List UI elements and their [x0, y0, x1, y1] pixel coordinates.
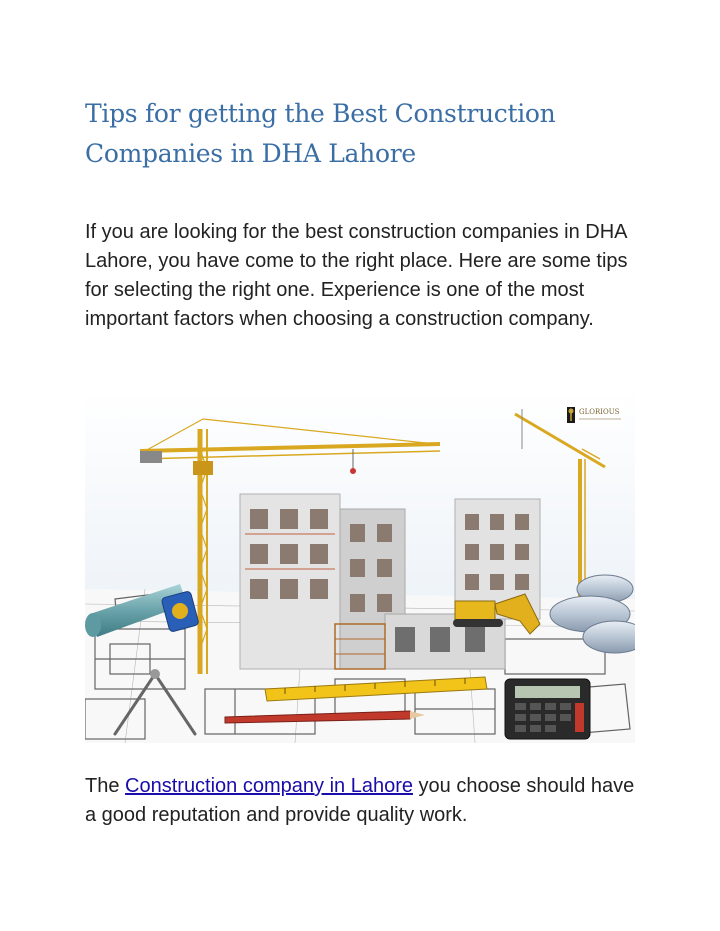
main-building [240, 494, 405, 669]
logo-text: GLORIOUS [579, 408, 620, 416]
closing-text-before: The [85, 775, 126, 797]
construction-illustration [85, 389, 635, 743]
closing-text-after: you choose should have a good reputation and provide quality work. [85, 775, 635, 826]
construction-company-link[interactable]: Construction company in Lahore [125, 775, 413, 797]
calculator [505, 679, 590, 739]
company-logo [563, 401, 625, 429]
closing-paragraph [85, 772, 645, 830]
intro-paragraph: If you are looking for the best construction companies in DHA Lahore, you have come to the right place. Here are some tips for selecting the right one. Experience is one of the most important factors when choosing a construction company. [85, 221, 628, 330]
article-title: Tips for getting the Best Construction Companies in DHA Lahore [85, 99, 556, 168]
